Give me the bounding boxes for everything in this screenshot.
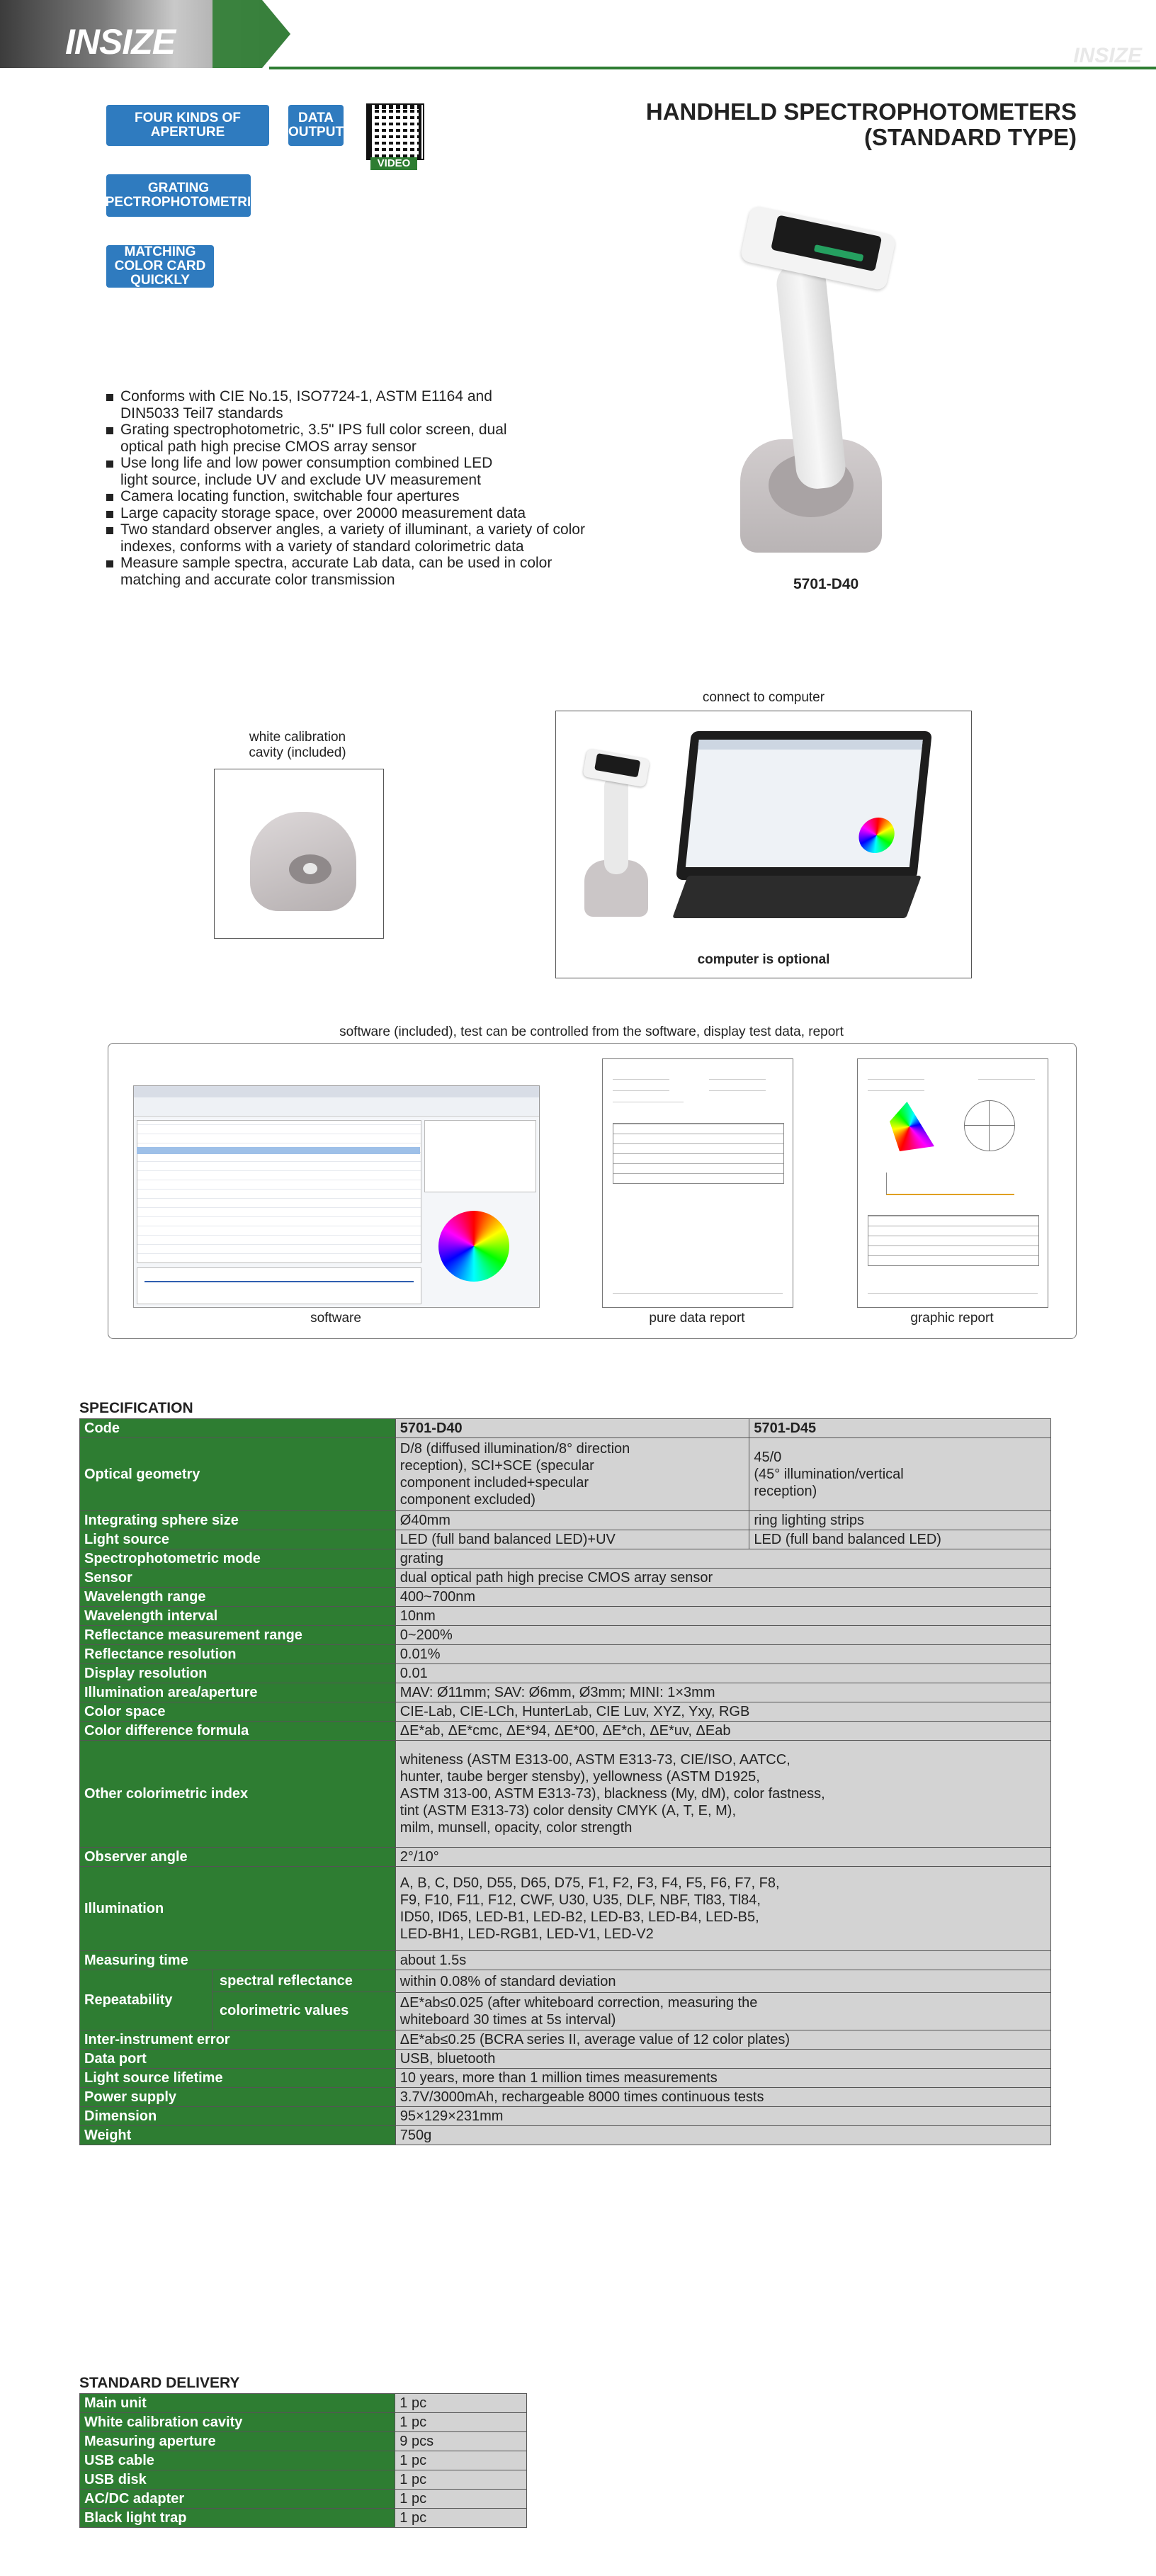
qr-video-label: VIDEO xyxy=(370,157,417,170)
spec-value: 3.7V/3000mAh, rechargeable 8000 times continuous tests xyxy=(395,2088,1050,2107)
spec-value-line: ASTM 313-00, ASTM E313-73), blackness (My, dM), color fastness, xyxy=(400,1786,825,1802)
spec-value-line: reception) xyxy=(754,1484,817,1499)
feature-item: Two standard observer angles, a variety of illuminant, a variety of color indexes, conforms with a variety of standard colorimetric data xyxy=(106,521,588,555)
spectral-reflectance-label: spectral reflectance xyxy=(212,1970,395,1992)
table-row xyxy=(80,2394,527,2413)
spec-value-line: 45/0 xyxy=(754,1450,782,1465)
calibration-cavity-figure xyxy=(214,769,384,939)
spec-value-line: F9, F10, F11, F12, CWF, U30, U35, DLF, NBF, Tl83, Tl84, xyxy=(400,1892,761,1908)
spec-label: Weight xyxy=(80,2126,396,2145)
spec-value-line: LED-BH1, LED-RGB1, LED-V1, LED-V2 xyxy=(400,1926,654,1942)
table-row xyxy=(80,2509,527,2528)
graphic-report-label: graphic report xyxy=(910,1311,994,1326)
spec-label: Power supply xyxy=(80,2088,396,2107)
table-row xyxy=(80,1626,1051,1645)
delivery-item: USB disk xyxy=(80,2470,395,2490)
specification-title: SPECIFICATION xyxy=(79,1400,193,1416)
spec-label: Observer angle xyxy=(80,1848,396,1867)
spec-label: Sensor xyxy=(80,1569,396,1588)
spec-value: 95×129×231mm xyxy=(395,2107,1050,2126)
spectrophotometer-image xyxy=(737,213,914,567)
page-title xyxy=(646,99,1077,150)
delivery-qty: 1 pc xyxy=(395,2509,527,2528)
software-caption: software (included), test can be controlled from the software, display test data, report xyxy=(339,1024,844,1039)
laptop-keyboard xyxy=(672,876,922,918)
delivery-qty: 1 pc xyxy=(395,2470,527,2490)
spec-label: Other colorimetric index xyxy=(80,1741,396,1848)
spec-label: Reflectance measurement range xyxy=(80,1626,396,1645)
spec-value: MAV: Ø11mm; SAV: Ø6mm, Ø3mm; MINI: 1×3mm xyxy=(395,1683,1050,1702)
spec-value: about 1.5s xyxy=(395,1951,1050,1970)
table-row xyxy=(80,2451,527,2470)
spec-value: 400~700nm xyxy=(395,1588,1050,1607)
title-line-1: HANDHELD SPECTROPHOTOMETERS xyxy=(645,98,1077,125)
delivery-title: STANDARD DELIVERY xyxy=(79,2375,240,2391)
delivery-item: USB cable xyxy=(80,2451,395,2470)
table-row xyxy=(80,1970,1051,2030)
spec-value-line: tint (ASTM E313-73) color density CMYK (A, T, E, M), xyxy=(400,1803,737,1819)
spec-value: 10nm xyxy=(395,1607,1050,1626)
spec-label: Dimension xyxy=(80,2107,396,2126)
table-row xyxy=(80,2126,1051,2145)
spec-value-line: hunter, taube berger stensby), yellowness (ASTM D1925, xyxy=(400,1769,760,1785)
delivery-qty: 1 pc xyxy=(395,2394,527,2413)
spec-value: 0~200% xyxy=(395,1626,1050,1645)
computer-caption-top: connect to computer xyxy=(702,690,825,705)
computer-connection-figure xyxy=(555,711,972,978)
spec-label xyxy=(80,1970,396,2030)
table-row xyxy=(80,1549,1051,1569)
delivery-item: AC/DC adapter xyxy=(80,2490,395,2509)
calibration-caption: white calibration cavity (included) xyxy=(249,730,346,760)
spec-label: Wavelength interval xyxy=(80,1607,396,1626)
table-row xyxy=(80,2413,527,2432)
spec-label: Code xyxy=(80,1419,396,1438)
badge-grating: GRATING SPECTROPHOTOMETRIC xyxy=(106,174,251,217)
device-thumbnail xyxy=(584,754,655,917)
spec-value: ΔE*ab, ΔE*cmc, ΔE*94, ΔE*00, ΔE*ch, ΔE*uv, ΔEab xyxy=(395,1722,1050,1741)
spec-value xyxy=(395,1970,1050,2030)
spec-value: CIE-Lab, CIE-LCh, HunterLab, CIE Luv, XYZ, Yxy, RGB xyxy=(395,1702,1050,1722)
spec-value: grating xyxy=(395,1549,1050,1569)
spec-label: Light source lifetime xyxy=(80,2069,396,2088)
spec-label: Color space xyxy=(80,1702,396,1722)
spec-value: dual optical path high precise CMOS array sensor xyxy=(395,1569,1050,1588)
spec-value-line: ΔE*ab≤0.025 (after whiteboard correction, measuring the xyxy=(400,1994,758,2011)
header-divider xyxy=(269,67,1156,69)
table-row xyxy=(80,1511,1051,1530)
feature-item: Use long life and low power consumption combined LED light source, include UV and exclude UV measurement xyxy=(106,455,517,488)
badge-four-apertures: FOUR KINDS OF APERTURE xyxy=(106,105,269,146)
spec-label: Spectrophotometric mode xyxy=(80,1549,396,1569)
table-row xyxy=(80,1588,1051,1607)
device-screen xyxy=(771,215,882,271)
repeatability-label: Repeatability xyxy=(80,1970,212,2030)
spec-value xyxy=(395,1741,1050,1848)
spec-label: Measuring time xyxy=(80,1951,396,1970)
spec-value-line: whiteboard 30 times at 5s interval) xyxy=(400,2011,616,2028)
spec-label: Inter-instrument error xyxy=(80,2030,396,2050)
spec-value: USB, bluetooth xyxy=(395,2050,1050,2069)
table-row xyxy=(80,2088,1051,2107)
table-row xyxy=(80,1607,1051,1626)
spec-value-line: reception), SCI+SCE (specular xyxy=(400,1458,594,1474)
gamut-chart-icon xyxy=(885,1102,934,1151)
delivery-table xyxy=(79,2393,527,2528)
specification-table xyxy=(79,1418,1051,2145)
colorimetric-values-value xyxy=(396,1993,1050,2030)
spec-value: LED (full band balanced LED)+UV xyxy=(395,1530,749,1549)
feature-item: Large capacity storage space, over 20000 measurement data xyxy=(106,505,616,522)
spec-value-line: A, B, C, D50, D55, D65, D75, F1, F2, F3, F4, F5, F6, F7, F8, xyxy=(400,1875,780,1891)
spec-value-line: milm, munsell, opacity, color strength xyxy=(400,1820,633,1836)
page-header xyxy=(0,0,1156,71)
spec-label: Optical geometry xyxy=(80,1438,396,1511)
delivery-item: Measuring aperture xyxy=(80,2432,395,2451)
feature-list xyxy=(106,388,616,588)
colorimetric-values-label: colorimetric values xyxy=(220,2003,349,2018)
pure-report-label: pure data report xyxy=(649,1311,745,1326)
spec-value: ΔE*ab≤0.25 (BCRA series II, average value of 12 color plates) xyxy=(395,2030,1050,2050)
spec-label: Wavelength range xyxy=(80,1588,396,1607)
table-row xyxy=(80,1664,1051,1683)
spec-value-line: component excluded) xyxy=(400,1492,536,1508)
spec-value-line: ID50, ID65, LED-B1, LED-B2, LED-B3, LED-B4, LED-B5, xyxy=(400,1909,759,1925)
feature-item: Camera locating function, switchable four apertures xyxy=(106,488,616,505)
brand-logo: INSIZE xyxy=(65,22,176,62)
spec-value: 2°/10° xyxy=(395,1848,1050,1867)
delivery-item: Black light trap xyxy=(80,2509,395,2528)
spec-label: Display resolution xyxy=(80,1664,396,1683)
spec-value xyxy=(395,1438,749,1511)
spec-value: 10 years, more than 1 million times measurements xyxy=(395,2069,1050,2088)
spec-value: Ø40mm xyxy=(395,1511,749,1530)
spec-value: 0.01 xyxy=(395,1664,1050,1683)
table-row xyxy=(80,2050,1051,2069)
table-row xyxy=(80,1951,1051,1970)
feature-item: Measure sample spectra, accurate Lab data, can be used in color matching and accurate color transmission xyxy=(106,555,588,588)
delivery-qty: 9 pcs xyxy=(395,2432,527,2451)
delivery-qty: 1 pc xyxy=(395,2451,527,2470)
table-row xyxy=(80,1645,1051,1664)
computer-caption-bottom: computer is optional xyxy=(697,952,830,967)
feature-item: Conforms with CIE No.15, ISO7724-1, ASTM E1164 and DIN5033 Teil7 standards xyxy=(106,388,517,422)
title-line-2: (STANDARD TYPE) xyxy=(863,124,1077,150)
delivery-item: White calibration cavity xyxy=(80,2413,395,2432)
table-row xyxy=(80,2432,527,2451)
spec-value-line: whiteness (ASTM E313-00, ASTM E313-73, CIE/ISO, AATCC, xyxy=(400,1752,790,1768)
spec-label: Integrating sphere size xyxy=(80,1511,396,1530)
table-row xyxy=(80,1722,1051,1741)
software-screenshot xyxy=(133,1085,540,1308)
brand-logo-small: INSIZE xyxy=(1073,44,1142,67)
badge-matching-color: MATCHING COLOR CARD QUICKLY xyxy=(106,245,214,288)
badge-data-output: DATA OUTPUT xyxy=(288,105,344,146)
table-row xyxy=(80,2470,527,2490)
spec-value-line: component included+specular xyxy=(400,1475,589,1491)
spec-label: Reflectance resolution xyxy=(80,1645,396,1664)
laptop-screen xyxy=(676,731,932,880)
table-row xyxy=(80,1530,1051,1549)
spec-value xyxy=(395,1867,1050,1951)
table-row xyxy=(80,2030,1051,2050)
target-chart-icon xyxy=(964,1100,1015,1151)
table-row xyxy=(80,1867,1051,1951)
table-row xyxy=(80,1702,1051,1722)
feature-item: Grating spectrophotometric, 3.5" IPS full color screen, dual optical path high precise CMOS array sensor xyxy=(106,422,517,455)
table-row xyxy=(80,1848,1051,1867)
pure-data-report-image xyxy=(602,1058,793,1308)
table-row xyxy=(80,1569,1051,1588)
spec-value-line: D/8 (diffused illumination/8° direction xyxy=(400,1441,630,1457)
spec-label: Light source xyxy=(80,1530,396,1549)
delivery-qty: 1 pc xyxy=(395,2413,527,2432)
spec-label: Illumination xyxy=(80,1867,396,1951)
delivery-item: Main unit xyxy=(80,2394,395,2413)
table-row xyxy=(80,1741,1051,1848)
qr-code-icon[interactable] xyxy=(366,103,424,160)
table-row xyxy=(80,2490,527,2509)
spec-value: ring lighting strips xyxy=(749,1511,1051,1530)
graphic-report-image xyxy=(857,1058,1048,1308)
table-row xyxy=(80,1438,1051,1511)
spec-label: Illumination area/aperture xyxy=(80,1683,396,1702)
spec-col-d40: 5701-D40 xyxy=(395,1419,749,1438)
model-caption: 5701-D40 xyxy=(793,576,859,592)
delivery-qty: 1 pc xyxy=(395,2490,527,2509)
spec-value: LED (full band balanced LED) xyxy=(749,1530,1051,1549)
table-row xyxy=(80,2069,1051,2088)
table-row xyxy=(80,1419,1051,1438)
spec-label: Color difference formula xyxy=(80,1722,396,1741)
spec-value: 750g xyxy=(395,2126,1050,2145)
spec-value: 0.01% xyxy=(395,1645,1050,1664)
color-wheel-icon xyxy=(438,1211,509,1282)
software-label: software xyxy=(310,1311,361,1326)
spec-value xyxy=(749,1438,1051,1511)
spec-col-d45: 5701-D45 xyxy=(749,1419,1051,1438)
header-green-chevron xyxy=(212,0,290,68)
spec-value-line: (45° illumination/vertical xyxy=(754,1467,904,1482)
spec-label: Data port xyxy=(80,2050,396,2069)
table-row xyxy=(80,1683,1051,1702)
spectral-reflectance-value: within 0.08% of standard deviation xyxy=(396,1971,1050,1993)
table-row xyxy=(80,2107,1051,2126)
